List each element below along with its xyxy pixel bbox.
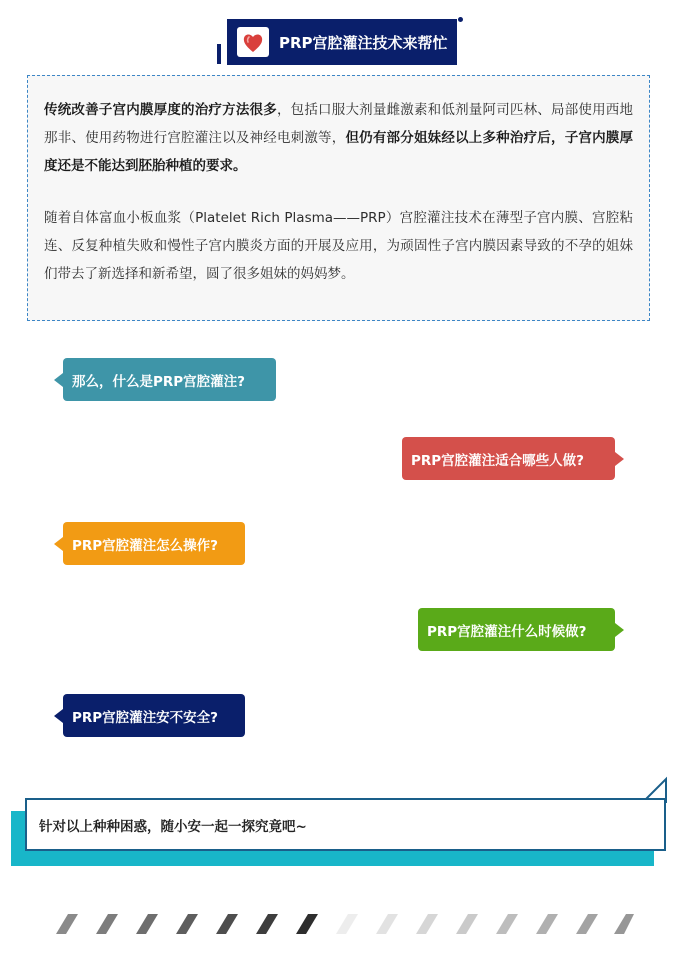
- question-when-to-do[interactable]: PRP宫腔灌注什么时候做?: [418, 608, 615, 651]
- question-what-is-prp[interactable]: 那么，什么是PRP宫腔灌注?: [63, 358, 276, 401]
- stripe-divider: [48, 914, 634, 934]
- intro-bold-2: 但仍有部分姐妹经以上多种治疗后，子宫内膜厚度还是不能达到胚胎种植的要求。: [44, 130, 634, 174]
- intro-box: [27, 75, 650, 321]
- banner-accent-bar: [217, 44, 221, 64]
- question-who-is-suitable[interactable]: PRP宫腔灌注适合哪些人做?: [402, 437, 615, 480]
- stripe-divider-stripes: [56, 914, 634, 934]
- question-is-it-safe[interactable]: PRP宫腔灌注安不安全?: [63, 694, 245, 737]
- intro-normal-1: ，包括口服大剂量雌激素和低剂量阿司匹林、局部使用西地那非、使用药物进行宫腔灌注以及神经电刺激等，: [44, 102, 634, 146]
- closing-box: [25, 798, 666, 851]
- question-how-to-operate[interactable]: PRP宫腔灌注怎么操作?: [63, 522, 245, 565]
- intro-paragraph-2: 随着自体富血小板血浆（Platelet Rich Plasma——PRP）宫腔灌注技术在薄型子宫内膜、宫腔粘连、反复种植失败和慢性子宫内膜炎方面的开展及应用，为顽固性子宫内膜因素导致的不孕的姐妹们带去了新选择和新希望，圆了很多姐妹的妈妈梦。: [44, 210, 633, 282]
- closing-text: 针对以上种种困惑，随小安一起一探究竟吧~: [39, 818, 307, 835]
- intro-paragraph-1: [44, 96, 633, 180]
- header-banner: [227, 19, 457, 65]
- intro-bold-1: 传统改善子宫内膜厚度的治疗方法很多: [44, 102, 277, 118]
- heart-drop-svg: [237, 27, 269, 57]
- heart-drop-icon: [237, 27, 269, 57]
- banner-dot: [458, 17, 463, 22]
- page-title: PRP宫腔灌注技术来帮忙: [279, 33, 448, 52]
